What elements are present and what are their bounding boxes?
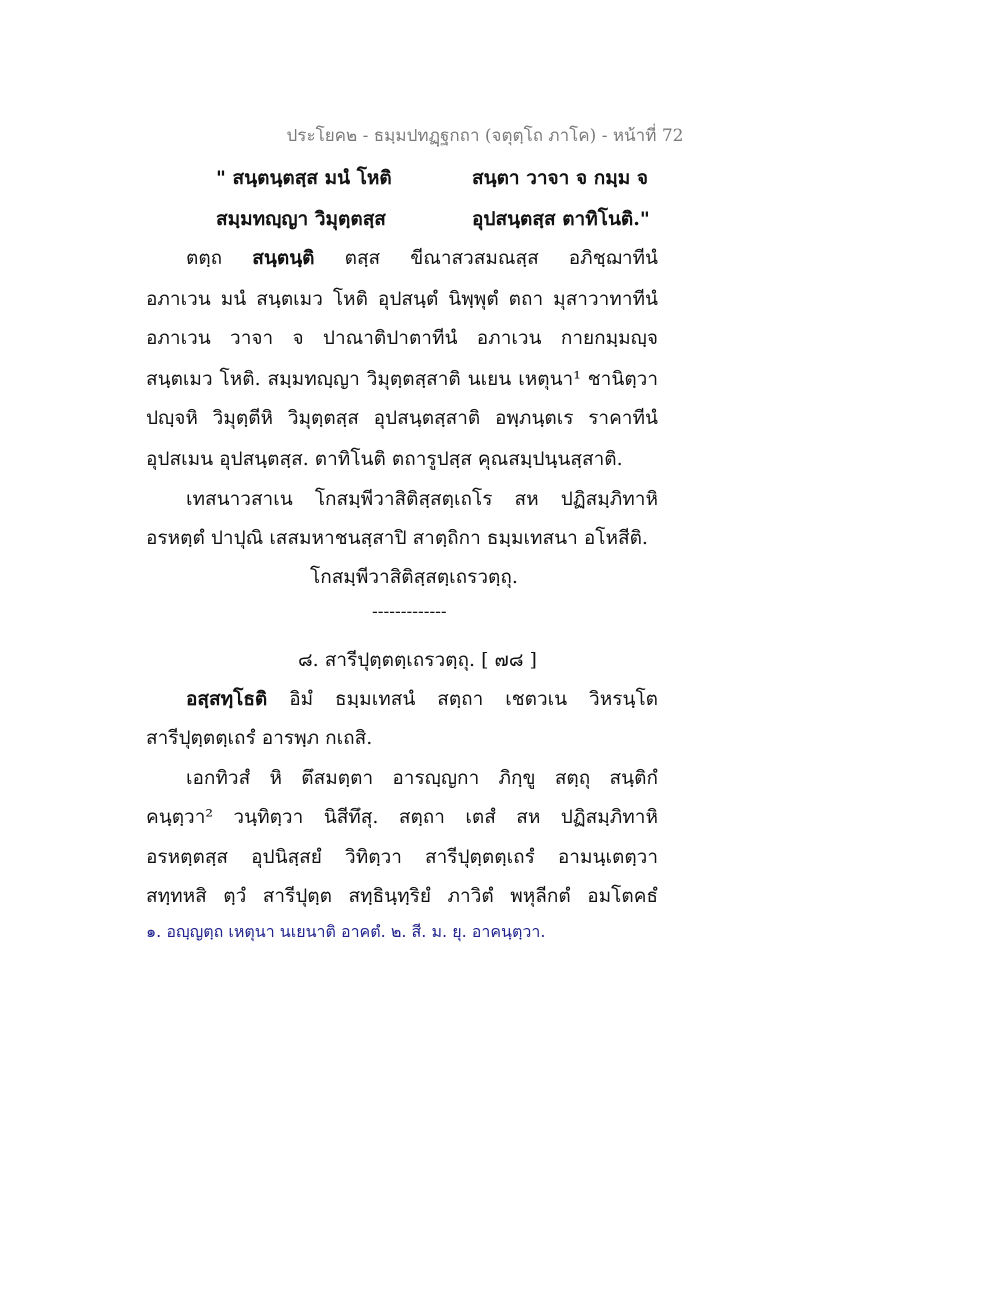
- para4-line-1: เอกทิวสํ หิ ตึสมตฺตา อารญฺญกา ภิกฺขู สตฺถุ สนฺติกํ: [186, 767, 658, 789]
- story-end-title: โกสมฺพีวาสิติสฺสตฺเถรวตฺถุ.: [310, 566, 518, 588]
- verse-line-1-right: สนฺตา วาจา จ กมฺม จ: [472, 167, 649, 189]
- page-header: ประโยค๒ - ธมฺมปทฏฺฐกถา (จตุตฺโถ ภาโค) - หน้าที่ 72: [286, 126, 684, 146]
- para3-text: อิมํ ธมฺมเทสนํ สตฺถา เชตวเน วิหรนฺโต: [289, 688, 658, 710]
- para1-line-6: อุปสเมน อุปสนฺตสฺส. ตาทิโนติ ตถารูปสฺส คุณสมฺปนฺนสฺสาติ.: [146, 448, 623, 470]
- para1-line-3: อภาเวน วาจา จ ปาณาติปาตาทีนํ อภาเวน กายกมฺมญฺจ: [146, 327, 658, 349]
- para3-line-2: สารีปุตฺตตฺเถรํ อารพฺภ กเถสิ.: [146, 727, 373, 749]
- verse-line-2-right: อุปสนฺตสฺส ตาทิโนติ.": [472, 208, 650, 230]
- para4-line-2: คนฺตฺวา² วนฺทิตฺวา นิสีทึสุ. สตฺถา เตสํ สห ปฏิสมฺภิทาหิ: [146, 806, 658, 828]
- para1-keyword: สนฺตนฺติ: [252, 247, 315, 269]
- para3-keyword: อสฺสทฺโธติ: [186, 688, 268, 710]
- para1-word: ตตฺถ: [186, 247, 223, 269]
- para3-line-1: [186, 684, 658, 714]
- section-divider: -------------: [372, 602, 447, 622]
- para1-text: ตสฺส ขีณาสวสมณสฺส อภิชฺฌาทีนํ: [344, 247, 658, 269]
- para4-line-3: อรหตฺตสฺส อุปนิสฺสยํ วิทิตฺวา สารีปุตฺตตฺเถรํ อามนฺเตตฺวา: [146, 846, 658, 868]
- para1-line-4: สนฺตเมว โหติ. สมฺมทญฺญา วิมุตฺตสฺสาติ นเยน เหตุนา¹ ชานิตฺวา: [146, 368, 658, 390]
- para2-line-1: เทสนาวสาเน โกสมฺพีวาสิติสฺสตฺเถโร สห ปฏิสมฺภิทาหิ: [186, 488, 658, 510]
- verse-line-2-left: สมฺมทญฺญา วิมุตฺตสฺส: [216, 208, 386, 230]
- section-title: ๘. สารีปุตฺตตฺเถรวตฺถุ. [ ๗๘ ]: [298, 649, 537, 671]
- para4-line-4: สทฺทหสิ ตฺวํ สารีปุตฺต สทฺธินฺทฺริยํ ภาวิตํ พหุลีกตํ อมโตคธํ: [146, 885, 658, 907]
- verse-line-1-left: " สนฺตนฺตสฺส มนํ โหติ: [216, 167, 392, 189]
- footnote: ๑. อญฺญตฺถ เหตุนา นเยนาติ อาคตํ. ๒. สี. ม. ยุ. อาคนฺตฺวา.: [146, 922, 546, 941]
- para1-line-5: ปญฺจหิ วิมุตฺตีหิ วิมุตฺตสฺส อุปสนฺตสฺสาติ อพฺภนฺตเร ราคาทีนํ: [146, 407, 658, 429]
- para2-line-2: อรหตฺตํ ปาปุณิ เสสมหาชนสฺสาปิ สาตฺถิกา ธมฺมเทสนา อโหสีติ.: [146, 527, 648, 549]
- para1-line-1: [186, 243, 658, 273]
- para1-line-2: อภาเวน มนํ สนฺตเมว โหติ อุปสนฺตํ นิพฺพุตํ ตถา มุสาวาทาทีนํ: [146, 288, 658, 310]
